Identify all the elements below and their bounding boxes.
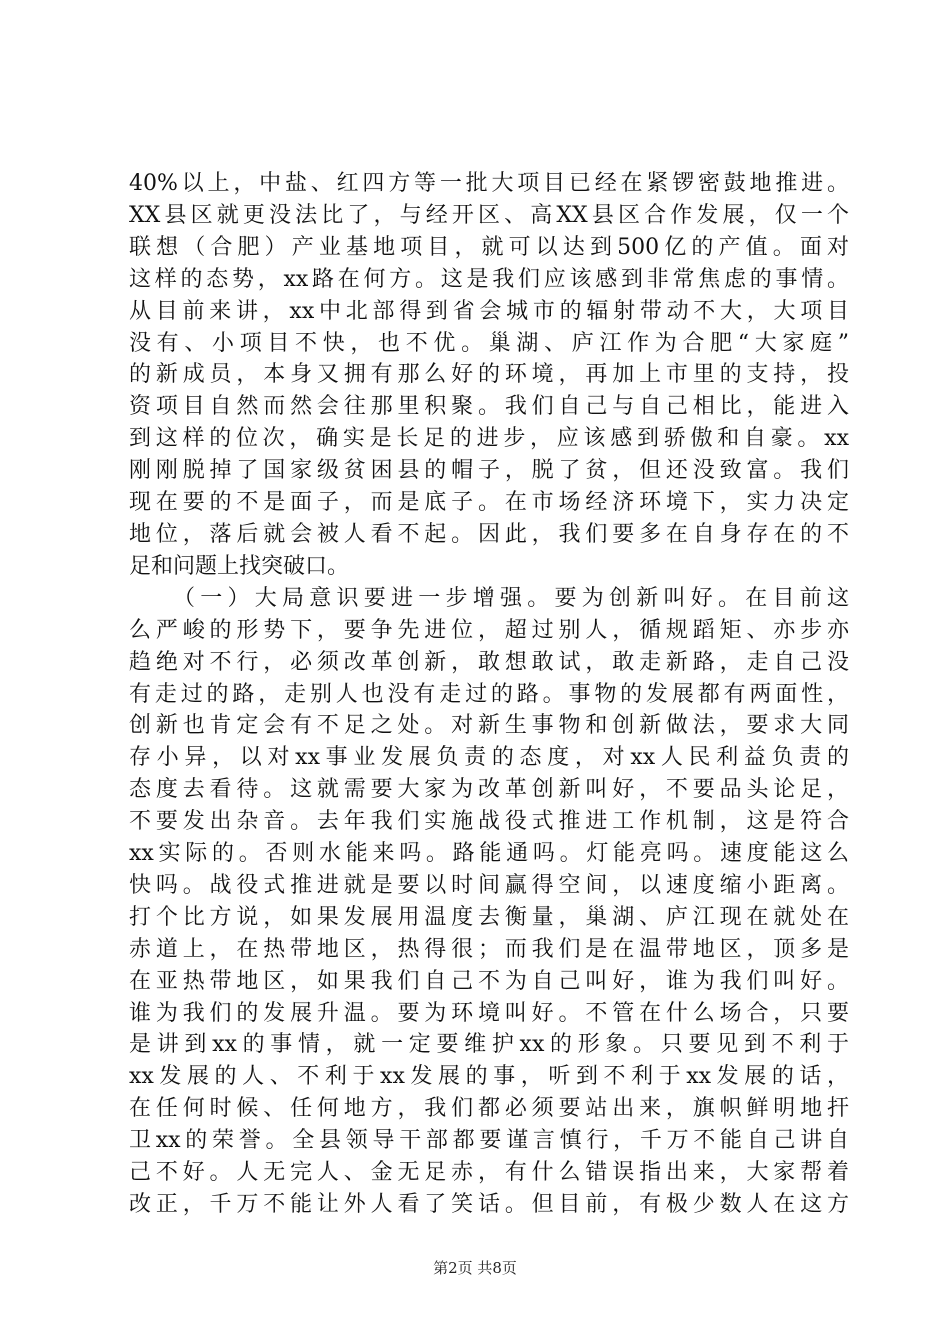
text-line: 现在要的不是面子，而是底子。在市场经济环境下，实力决定 <box>129 490 849 516</box>
text-line: 打个比方说，如果发展用温度去衡量，巢湖、庐江现在就处在 <box>129 904 849 930</box>
text-line: 赤道上，在热带地区，热得很；而我们是在温带地区，顶多是 <box>129 936 849 962</box>
text-line: 态度去看待。这就需要大家为改革创新叫好，不要品头论足， <box>129 777 849 803</box>
text-line: 趋绝对不行，必须改革创新，敢想敢试，敢走新路，走自己没 <box>129 649 849 675</box>
paragraph <box>129 583 849 1221</box>
text-line: 是讲到xx的事情，就一定要维护xx的形象。只要见到不利于 <box>129 1032 849 1058</box>
text-line: 不要发出杂音。去年我们实施战役式推进工作机制，这是符合 <box>129 809 849 835</box>
text-line: 足和问题上找突破口。 <box>129 553 350 579</box>
text-line: 在亚热带地区，如果我们自己不为自己叫好，谁为我们叫好。 <box>129 968 849 994</box>
text-line: 存小异，以对xx事业发展负责的态度，对xx人民利益负责的 <box>129 745 849 771</box>
text-line: 己不好。人无完人、金无足赤，有什么错误指出来，大家帮着 <box>129 1160 849 1186</box>
text-line: 创新也肯定会有不足之处。对新生事物和创新做法，要求大同 <box>129 713 849 739</box>
text-line: 谁为我们的发展升温。要为环境叫好。不管在什么场合，只要 <box>129 1000 849 1026</box>
text-line: 没有、小项目不快，也不优。巢湖、庐江作为合肥“大家庭” <box>129 330 849 356</box>
text-line: xx实际的。否则水能来吗。路能通吗。灯能亮吗。速度能这么 <box>129 841 849 867</box>
text-line: 有走过的路，走别人也没有走过的路。事物的发展都有两面性， <box>129 681 849 707</box>
text-line: 这样的态势，xx路在何方。这是我们应该感到非常焦虑的事情。 <box>129 266 849 292</box>
text-line: 么严峻的形势下，要争先进位，超过别人，循规蹈矩、亦步亦 <box>129 617 849 643</box>
text-line: 地位，落后就会被人看不起。因此，我们要多在自身存在的不 <box>129 521 849 547</box>
text-line: xx发展的人、不利于xx发展的事，听到不利于xx发展的话， <box>129 1064 849 1090</box>
text-line: 资项目自然而然会往那里积聚。我们自己与自己相比，能进入 <box>129 394 849 420</box>
text-line: 联想（合肥）产业基地项目，就可以达到500亿的产值。面对 <box>129 234 849 260</box>
body-text <box>129 168 849 1221</box>
text-line: 卫xx的荣誉。全县领导干部都要谨言慎行，千万不能自己讲自 <box>129 1128 849 1154</box>
text-line: 40%以上，中盐、红四方等一批大项目已经在紧锣密鼓地推进。 <box>129 171 849 196</box>
text-line: 改正，千万不能让外人看了笑话。但目前，有极少数人在这方 <box>129 1192 849 1217</box>
text-line: 到这样的位次，确实是长足的进步，应该感到骄傲和自豪。xx <box>129 426 849 452</box>
text-line: 的新成员，本身又拥有那么好的环境，再加上市里的支持，投 <box>129 362 849 388</box>
text-line: XX县区就更没法比了，与经开区、高XX县区合作发展，仅一个 <box>129 202 849 228</box>
text-line: 刚刚脱掉了国家级贫困县的帽子，脱了贫，但还没致富。我们 <box>129 458 849 484</box>
text-line: 从目前来讲，xx中北部得到省会城市的辐射带动不大，大项目 <box>129 298 849 324</box>
text-line: 快吗。战役式推进就是要以时间赢得空间，以速度缩小距离。 <box>129 872 849 898</box>
text-line: （一）大局意识要进一步增强。要为创新叫好。在目前这 <box>173 585 849 611</box>
paragraph <box>129 168 849 583</box>
text-line: 在任何时候、任何地方，我们都必须要站出来，旗帜鲜明地扞 <box>129 1096 849 1122</box>
page-footer: 第2页 共8页 <box>433 1259 517 1277</box>
